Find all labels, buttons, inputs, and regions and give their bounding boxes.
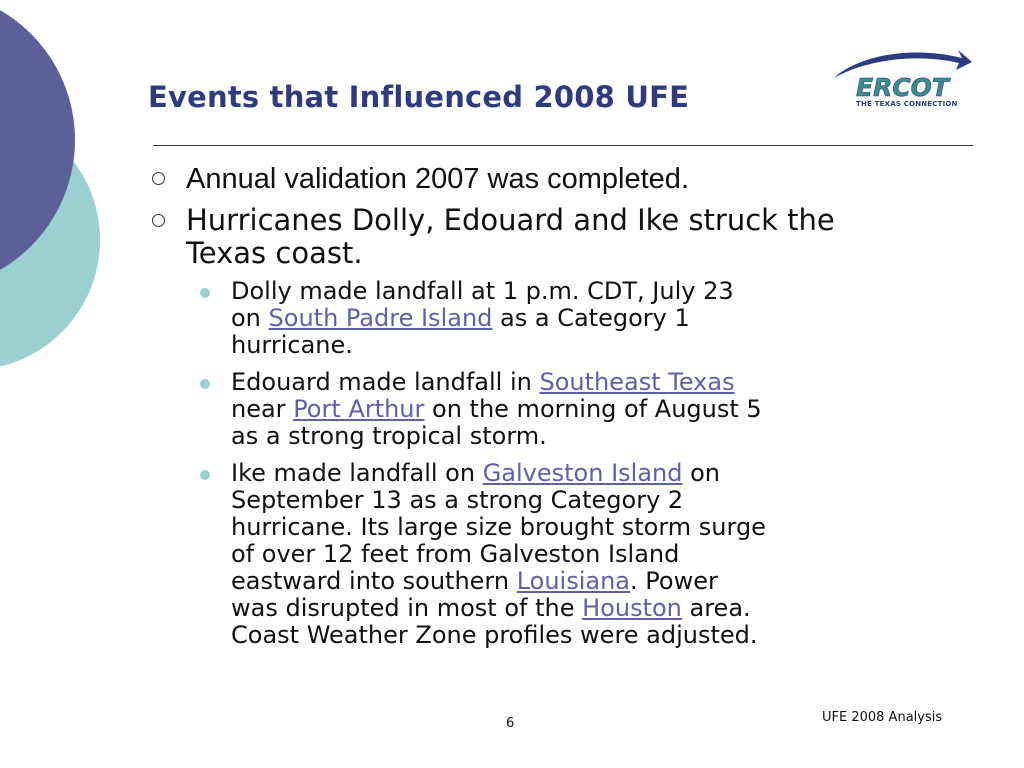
bullet-item	[148, 162, 908, 196]
slide-content	[148, 162, 908, 659]
ercot-logo	[830, 48, 972, 114]
bullet-text: Hurricanes Dolly, Edouard and Ike struck the Texas coast.	[186, 203, 835, 270]
sub-bullet-text: Ike made landfall on	[231, 459, 483, 487]
sub-bullet-text: on the morning of August 5 as a strong tropical storm.	[231, 395, 762, 450]
sub-bullet-text: on September 13 as a strong Category 2 hurricane. Its large size brought storm surge of over 12 feet from Galveston Island eastward into southern	[231, 459, 766, 595]
bullet-text: Annual validation 2007 was completed.	[186, 163, 689, 195]
page-number: 6	[506, 716, 515, 731]
hollow-circle-bullet-icon	[152, 172, 165, 185]
hollow-circle-bullet-icon	[152, 214, 165, 227]
link-galveston-island[interactable]: Galveston Island	[482, 459, 683, 487]
logo-wordmark: ERCOT	[856, 73, 949, 102]
sub-bullet-text: Dolly made landfall at 1 p.m. CDT, July 23 on	[231, 277, 734, 332]
link-louisiana[interactable]: Louisiana	[516, 567, 631, 595]
sub-bullet-text: Edouard made landfall in	[231, 368, 540, 396]
sub-bullet-text: near	[231, 395, 294, 423]
slide-title: Events that Influenced 2008 UFE	[148, 80, 690, 114]
logo-tagline: THE TEXAS CONNECTION	[856, 100, 958, 108]
sub-bullet-text: area. Coast Weather Zone profiles were adjusted.	[231, 594, 758, 649]
link-southeast-texas[interactable]: Southeast Texas	[539, 368, 735, 396]
sub-bullet-item	[148, 460, 771, 649]
dot-bullet-icon	[200, 379, 210, 389]
footer-label: UFE 2008 Analysis	[822, 710, 943, 725]
title-divider	[153, 145, 973, 146]
link-houston[interactable]: Houston	[582, 594, 682, 622]
sub-bullet-item	[148, 278, 771, 359]
link-south-padre-island[interactable]: South Padre Island	[268, 304, 493, 332]
link-port-arthur[interactable]: Port Arthur	[293, 395, 425, 423]
sub-bullet-text: as a Category 1 hurricane.	[231, 304, 690, 359]
bullet-item	[148, 204, 908, 270]
sub-bullet-item	[148, 369, 771, 450]
dot-bullet-icon	[200, 470, 210, 480]
sub-bullet-text: . Power was disrupted in most of the	[231, 567, 718, 622]
dot-bullet-icon	[200, 288, 210, 298]
